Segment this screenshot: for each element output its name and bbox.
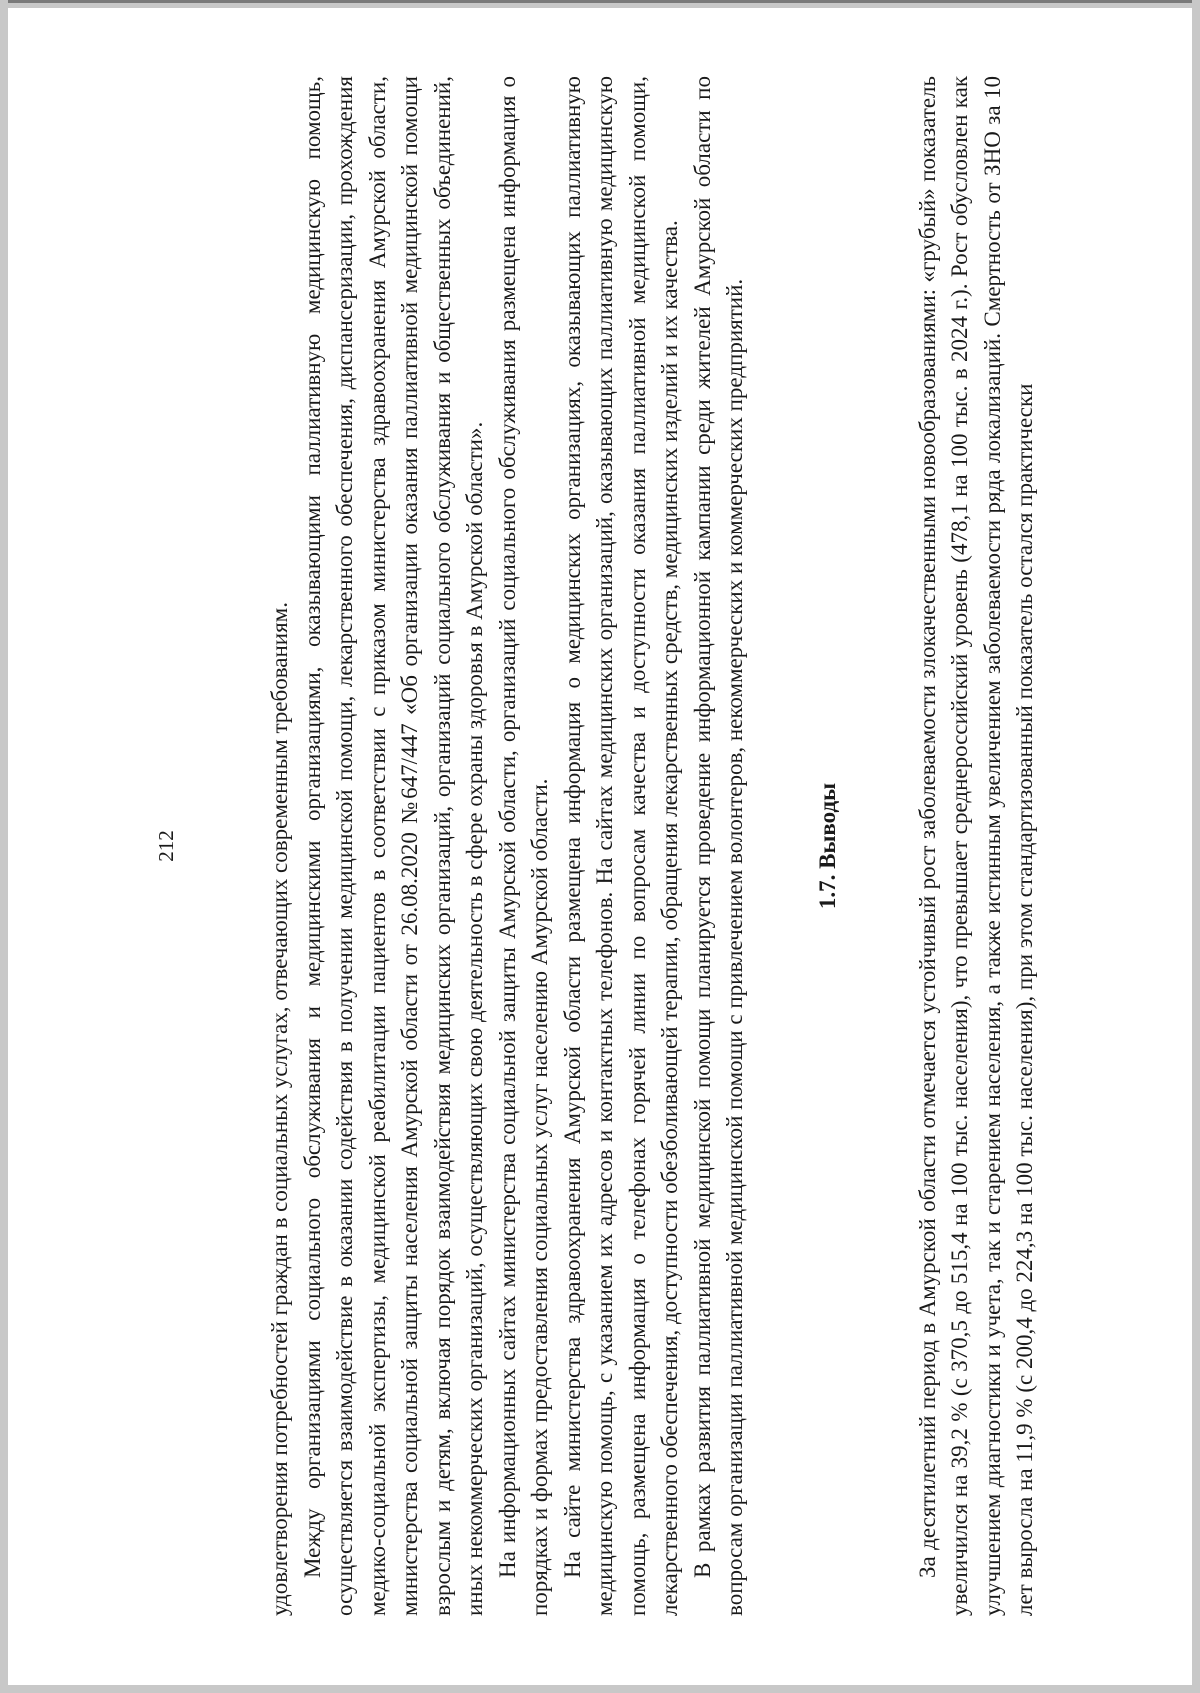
paragraph: На информационных сайтах министерства социальной защиты Амурской области, организаций социального обслуживания размещена информация о порядках и формах предоставления социальных услуг населению Амурской области. (494, 76, 552, 1616)
paragraph: В рамках развития паллиативной медицинской помощи планируется проведение информационной кампании среди жителей Амурской области по вопросам организации паллиативной медицинской помощи с привлечением волонтеров, некоммерческих и коммерческих предприятий. (689, 76, 747, 1616)
paragraph: За десятилетний период в Амурской области отмечается устойчивый рост заболеваемости злокачественными новообразованиями: «грубый» показатель увеличился на 39,2 % (с 370,5 до 515,4 на 100 тыс. населения), что превышает среднероссийский уровень (478,1 на 100 тыс. в 2024 г.). Рост обусловлен как улучшением диагностики и учета, так и старением населения, а также истинным увеличением заболеваемости ряда локализаций. Смертность от ЗНО за 10 лет выросла на 11,9 % (с 200,4 до 224,3 на 100 тыс. населения), при этом стандартизованный показатель остался практически (914, 76, 1037, 1616)
paragraph: На сайте министерства здравоохранения Амурской области размещена информация о медицинских организациях, оказывающих паллиативную медицинскую помощь, с указанием их адресов и контактных телефонов. На сайтах медицинских организаций, оказывающих паллиативную медицинскую помощь, размещена информация о телефонах горячей линии по вопросам качества и доступности оказания паллиативной медицинской помощи, лекарственного обеспечения, доступности обезболивающей терапии, обращения лекарственных средств, медицинских изделий и их качества. (559, 76, 682, 1616)
rotated-page-content (150, 76, 1050, 1616)
section-heading: 1.7. Выводы (814, 782, 840, 910)
paragraph: удовлетворения потребностей граждан в социальных услугах, отвечающих современным требованиям. (267, 602, 292, 1616)
paragraph: Между организациями социального обслуживания и медицинскими организациями, оказывающими паллиативную медицинскую помощь, осуществляется взаимодействие в оказании содействия в получении медицинской помощи, лекарственного обеспечения, диспансеризации, прохождения медико-социальной экспертизы, медицинской реабилитации пациентов в соответствии с приказом министерства здравоохранения Амурской области, министерства социальной защиты населения Амурской области от 26.08.2020 №647/447 «Об организации оказания паллиативной медицинской помощи взрослым и детям, включая порядок взаимодействия медицинских организаций, организаций социального обслуживания и общественных объединений, иных некоммерческих организаций, осуществляющих свою деятельность в сфере охраны здоровья в Амурской области». (299, 76, 487, 1616)
document-page (8, 8, 1192, 1685)
page-number: 212 (154, 830, 178, 862)
conclusions-text (912, 76, 1042, 1616)
scan-top-edge (8, 0, 1192, 3)
body-text (264, 76, 752, 1616)
